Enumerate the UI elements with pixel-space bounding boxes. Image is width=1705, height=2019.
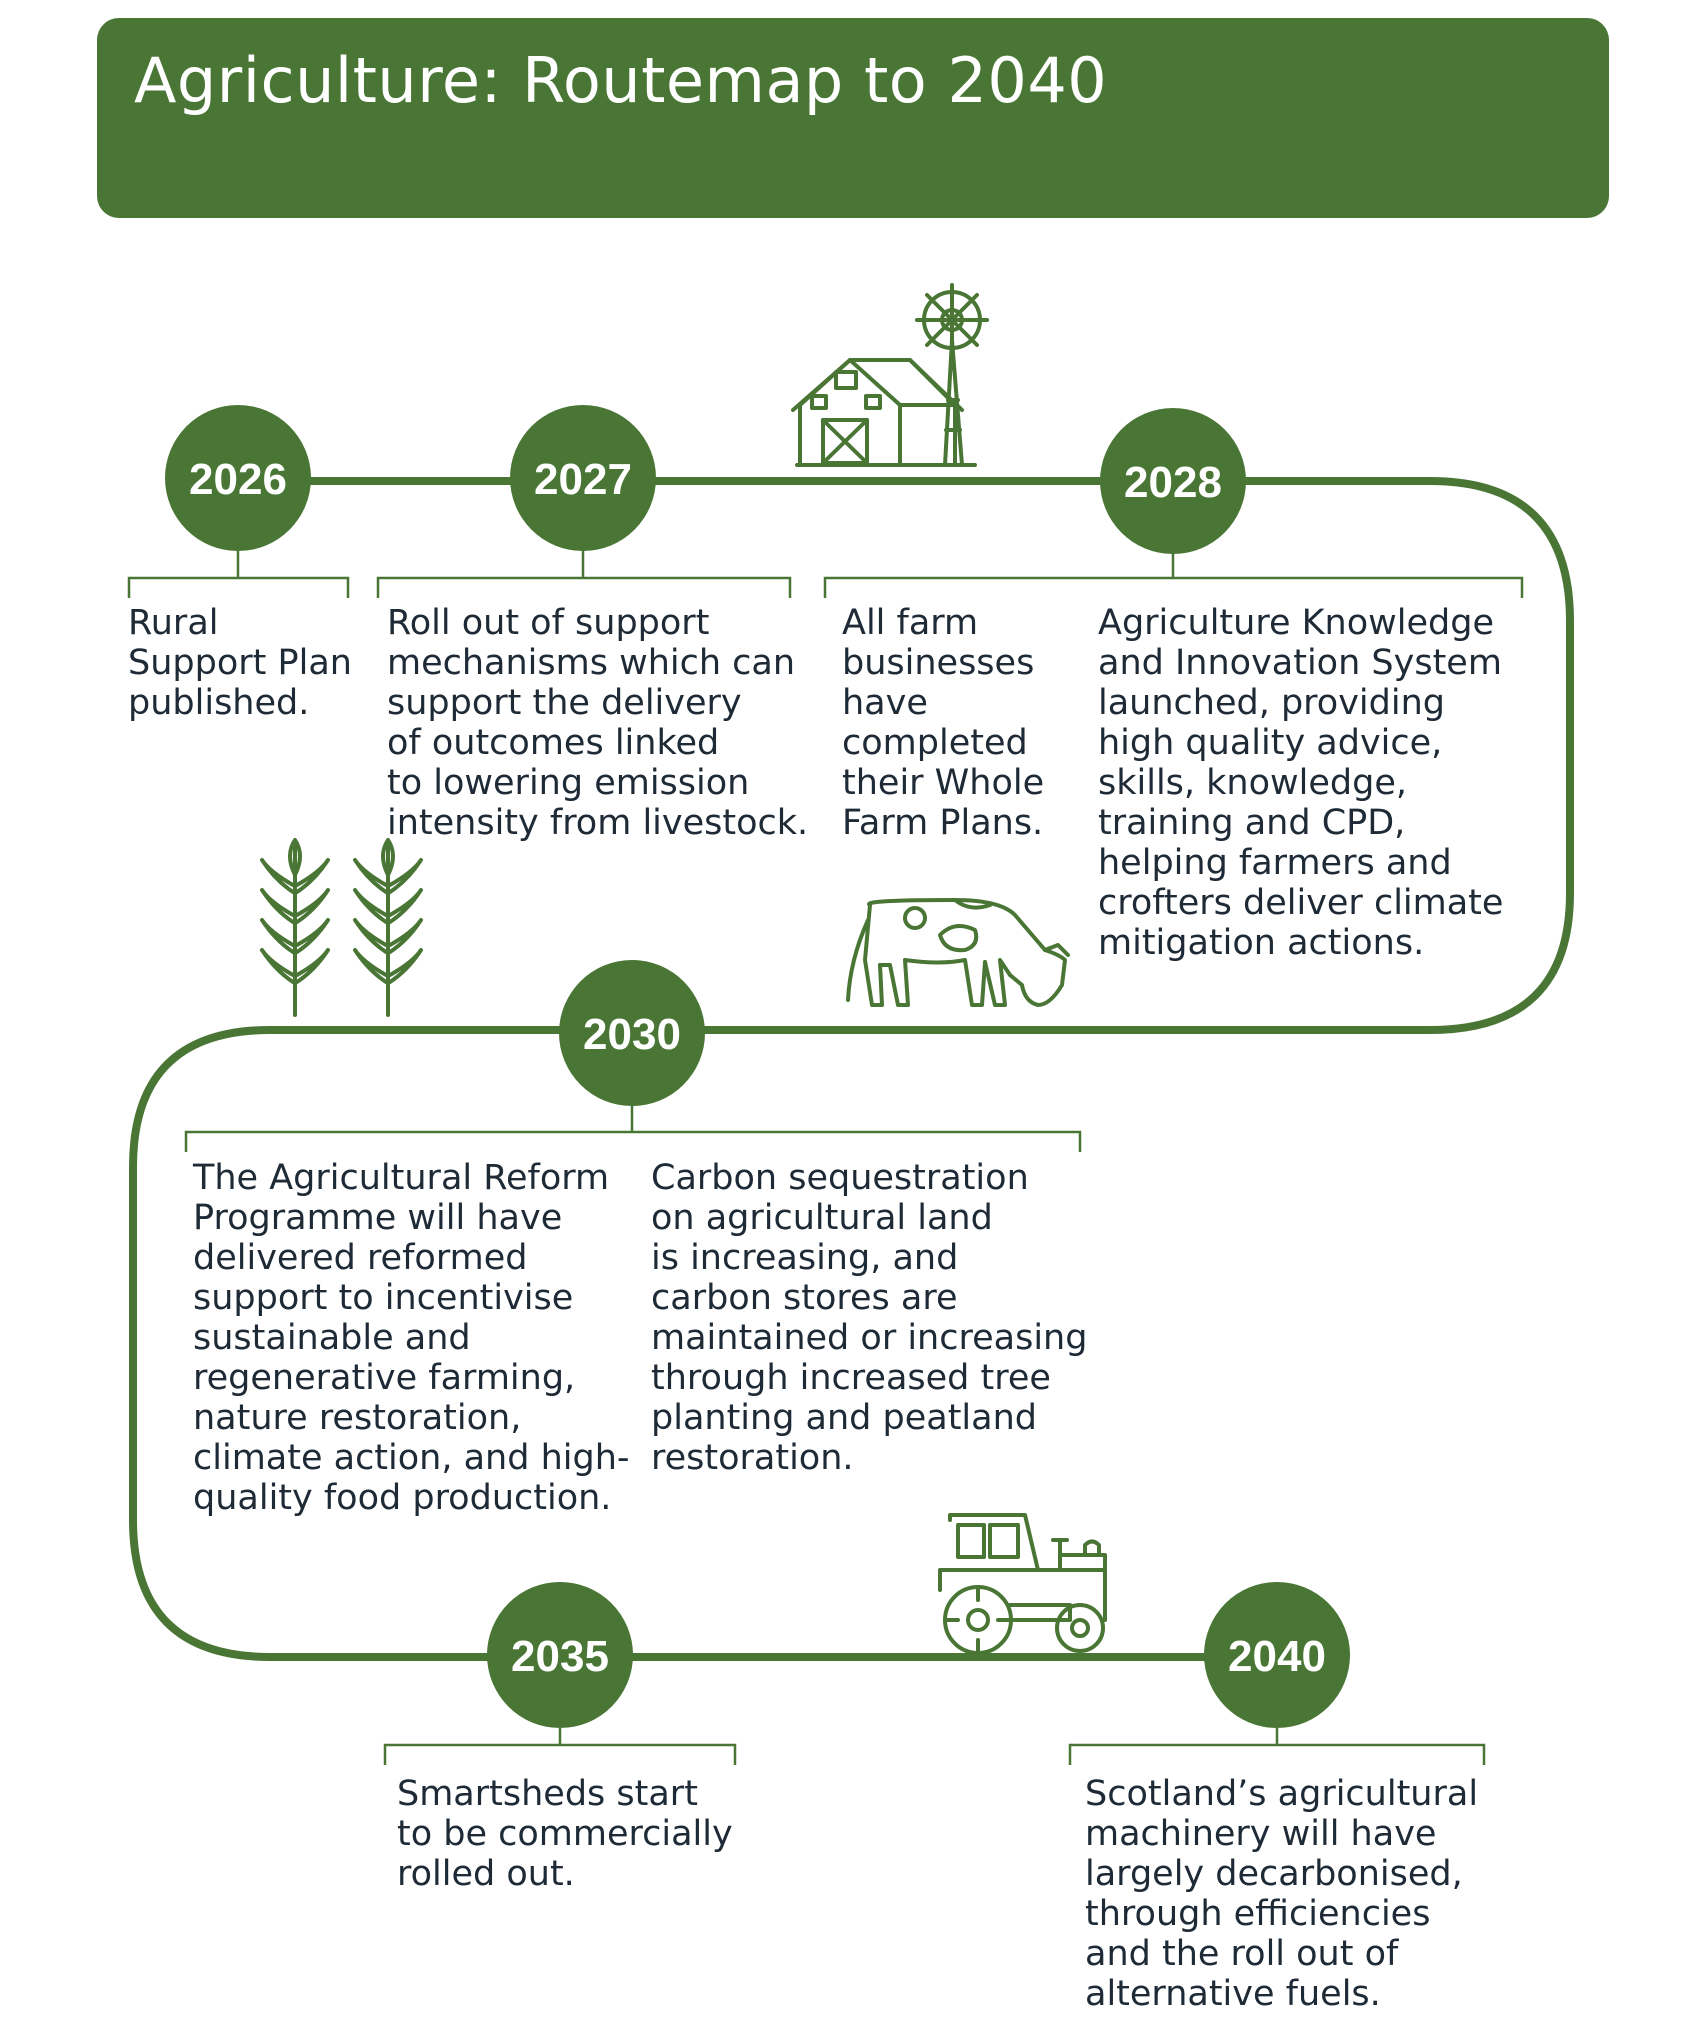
text-line: helping farmers and bbox=[1098, 843, 1452, 883]
text-line: is increasing, and bbox=[651, 1238, 959, 1278]
milestone-2028 bbox=[1100, 408, 1246, 554]
bracket-2040 bbox=[1070, 1728, 1484, 1765]
bracket-2026 bbox=[129, 550, 348, 598]
milestone-2028-text-2 bbox=[1098, 603, 1503, 963]
text-line: Support Plan bbox=[128, 643, 352, 683]
text-line: Rural bbox=[128, 603, 219, 643]
milestone-2030-text-1 bbox=[193, 1158, 630, 1518]
year-label: 2040 bbox=[1228, 1632, 1326, 1681]
text-line: high quality advice, bbox=[1098, 723, 1443, 763]
text-line: carbon stores are bbox=[651, 1278, 958, 1318]
milestone-2027-text bbox=[387, 603, 808, 843]
year-label: 2030 bbox=[583, 1010, 681, 1059]
text-line: restoration. bbox=[651, 1438, 854, 1478]
text-line: delivered reformed bbox=[193, 1238, 528, 1278]
wheat-icon bbox=[262, 840, 421, 1015]
milestone-2035-text bbox=[397, 1774, 733, 1894]
text-line: Roll out of support bbox=[387, 603, 710, 643]
text-line: climate action, and high- bbox=[193, 1438, 630, 1478]
text-line: through efficiencies bbox=[1085, 1894, 1431, 1934]
text-line: All farm bbox=[842, 603, 979, 643]
text-line: Scotland’s agricultural bbox=[1085, 1774, 1479, 1814]
page-title: Agriculture: Routemap to 2040 bbox=[134, 44, 1108, 117]
text-line: to lowering emission bbox=[387, 763, 750, 803]
text-line: their Whole bbox=[842, 763, 1045, 803]
text-line: sustainable and bbox=[193, 1318, 471, 1358]
text-line: skills, knowledge, bbox=[1098, 763, 1408, 803]
text-line: Farm Plans. bbox=[842, 803, 1044, 843]
text-line: The Agricultural Reform bbox=[193, 1158, 610, 1198]
text-line: Programme will have bbox=[193, 1198, 563, 1238]
cow-icon bbox=[848, 900, 1068, 1005]
text-line: on agricultural land bbox=[651, 1198, 993, 1238]
text-line: intensity from livestock. bbox=[387, 803, 809, 843]
milestone-2040-text bbox=[1085, 1774, 1478, 2014]
text-line: support to incentivise bbox=[193, 1278, 574, 1318]
text-line: largely decarbonised, bbox=[1085, 1854, 1463, 1894]
text-line: mechanisms which can bbox=[387, 643, 796, 683]
year-label: 2028 bbox=[1124, 458, 1222, 507]
tractor-icon bbox=[940, 1515, 1105, 1653]
milestone-2035 bbox=[487, 1582, 633, 1728]
text-line: mitigation actions. bbox=[1098, 923, 1425, 963]
text-line: have bbox=[842, 683, 928, 723]
text-line: nature restoration, bbox=[193, 1398, 522, 1438]
text-line: rolled out. bbox=[397, 1854, 575, 1894]
milestone-2026 bbox=[165, 405, 311, 551]
text-line: regenerative farming, bbox=[193, 1358, 576, 1398]
text-line: businesses bbox=[842, 643, 1035, 683]
milestone-2030-text-2 bbox=[651, 1158, 1087, 1478]
text-line: and the roll out of bbox=[1085, 1934, 1399, 1974]
text-line: Carbon sequestration bbox=[651, 1158, 1029, 1198]
text-line: Agriculture Knowledge bbox=[1098, 603, 1495, 643]
milestone-2028-text-1 bbox=[842, 603, 1044, 843]
text-line: maintained or increasing bbox=[651, 1318, 1088, 1358]
milestone-2026-text bbox=[128, 603, 352, 723]
text-line: through increased tree bbox=[651, 1358, 1051, 1398]
bracket-2030 bbox=[186, 1103, 1080, 1152]
text-line: and Innovation System bbox=[1098, 643, 1502, 683]
text-line: support the delivery bbox=[387, 683, 742, 723]
text-line: completed bbox=[842, 723, 1028, 763]
text-line: training and CPD, bbox=[1098, 803, 1406, 843]
text-line: of outcomes linked bbox=[387, 723, 720, 763]
text-line: machinery will have bbox=[1085, 1814, 1437, 1854]
year-label: 2027 bbox=[534, 455, 632, 504]
barn-windmill-icon bbox=[793, 285, 987, 465]
year-label: 2026 bbox=[189, 455, 287, 504]
text-line: published. bbox=[128, 683, 310, 723]
text-line: Smartsheds start bbox=[397, 1774, 698, 1814]
bracket-2027 bbox=[378, 550, 790, 598]
bracket-2028 bbox=[825, 550, 1522, 598]
milestone-2027 bbox=[510, 405, 656, 551]
text-line: planting and peatland bbox=[651, 1398, 1038, 1438]
year-label: 2035 bbox=[511, 1632, 609, 1681]
text-line: quality food production. bbox=[193, 1478, 612, 1518]
text-line: crofters deliver climate bbox=[1098, 883, 1504, 923]
text-line: launched, providing bbox=[1098, 683, 1445, 723]
text-line: to be commercially bbox=[397, 1814, 733, 1854]
milestone-2030 bbox=[559, 960, 705, 1106]
text-line: alternative fuels. bbox=[1085, 1974, 1381, 2014]
milestone-2040 bbox=[1204, 1582, 1350, 1728]
bracket-2035 bbox=[385, 1728, 735, 1765]
